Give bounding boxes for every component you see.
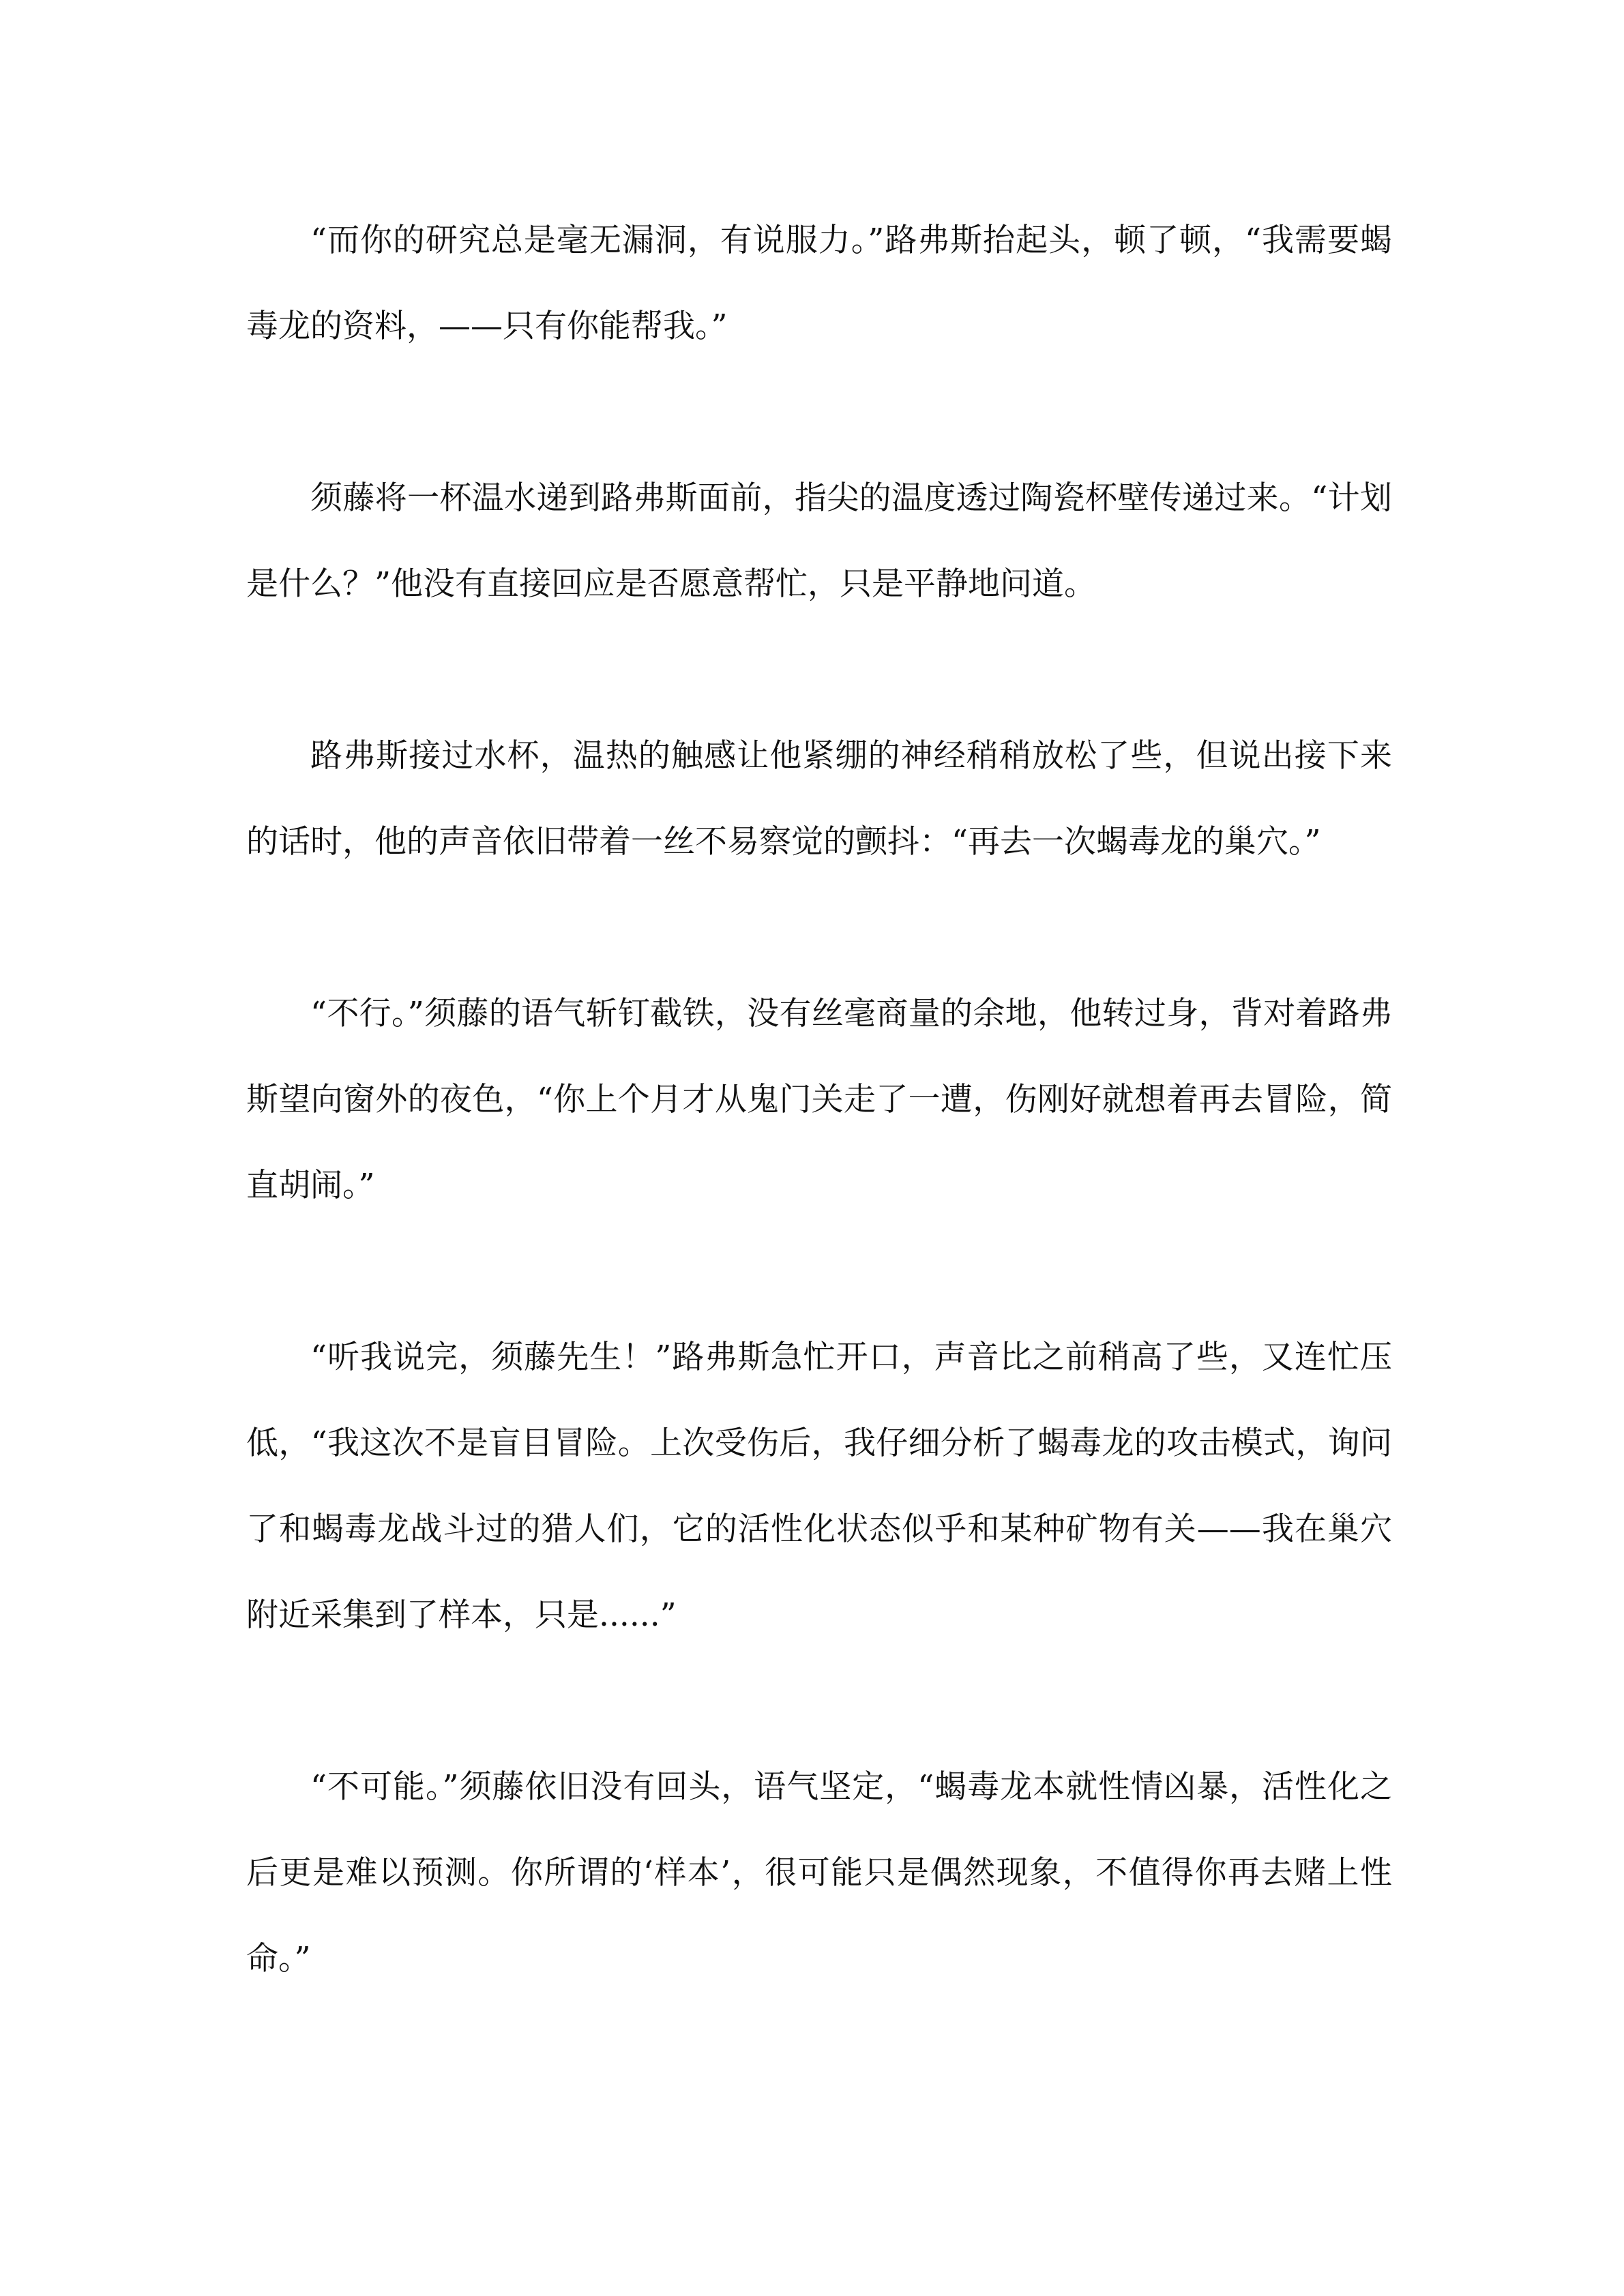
paragraph-5: “听我说完，须藤先生！”路弗斯急忙开口，声音比之前稍高了些，又连忙压低，“我这次不是盲目冒险。上次受伤后，我仔细分析了蝎毒龙的攻击模式，询问了和蝎毒龙战斗过的猎人们，它的活性化状态似乎和某种矿物有关——我在巢穴附近采集到了样本，只是......” — [246, 1339, 1392, 1634]
paragraph-6: “不可能。”须藤依旧没有回头，语气坚定，“蝎毒龙本就性情凶暴，活性化之后更是难以预测。你所谓的‘样本’，很可能只是偶然现象，不值得你再去赌上性命。” — [246, 1768, 1392, 1978]
paragraph-4: “不行。”须藤的语气斩钉截铁，没有丝毫商量的余地，他转过身，背对着路弗斯望向窗外的夜色，“你上个月才从鬼门关走了一遭，伤刚好就想着再去冒险，简直胡闹。” — [246, 995, 1392, 1204]
paragraph-3: 路弗斯接过水杯，温热的触感让他紧绷的神经稍稍放松了些，但说出接下来的话时，他的声音依旧带着一丝不易察觉的颤抖：“再去一次蝎毒龙的巢穴。” — [246, 737, 1392, 861]
paragraph-1: “而你的研究总是毫无漏洞，有说服力。”路弗斯抬起头，顿了顿，“我需要蝎毒龙的资料，——只有你能帮我。” — [246, 222, 1392, 345]
paragraph-2: 须藤将一杯温水递到路弗斯面前，指尖的温度透过陶瓷杯壁传递过来。“计划是什么？”他没有直接回应是否愿意帮忙，只是平静地问道。 — [246, 479, 1392, 603]
